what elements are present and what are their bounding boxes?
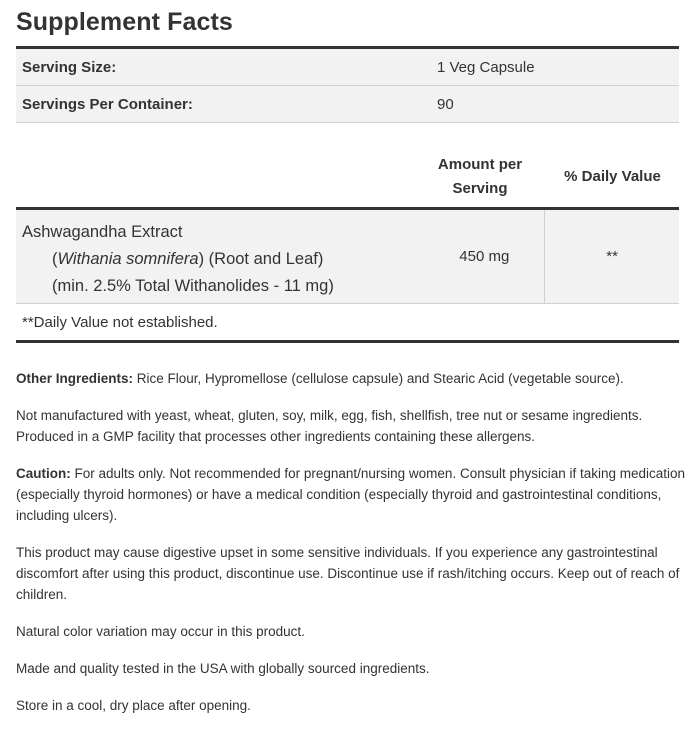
table-bottom-rule (16, 340, 679, 343)
storage-note: Store in a cool, dry place after opening. (16, 698, 251, 713)
botanical-open-paren: ( (52, 250, 58, 268)
made-in-usa-note: Made and quality tested in the USA with globally sourced ingredients. (16, 661, 430, 676)
color-variation-note: Natural color variation may occur in this product. (16, 624, 305, 639)
other-ingredients (16, 368, 686, 389)
ingredient-botanical (22, 246, 424, 273)
supplement-facts-table (16, 46, 679, 343)
botanical-plant-part: ) (Root and Leaf) (198, 250, 324, 268)
ingredient-name-cell (16, 210, 424, 303)
column-header-row (16, 123, 679, 207)
other-ingredients-text: Rice Flour, Hypromellose (cellulose capsule) and Stearic Acid (vegetable source). (133, 371, 624, 386)
caution-label: Caution: (16, 466, 71, 481)
daily-value-header: % Daily Value (564, 168, 661, 185)
serving-size-value: 1 Veg Capsule (437, 58, 535, 76)
daily-value-footnote: **Daily Value not established. (22, 313, 218, 331)
amount-header-line1: Amount per (437, 156, 523, 173)
caution-statement (16, 463, 686, 526)
servings-per-container-row (16, 86, 679, 123)
ingredient-standardization: (min. 2.5% Total Withanolides - 11 mg) (52, 277, 334, 295)
page-title: Supplement Facts (16, 8, 233, 36)
serving-size-row (16, 49, 679, 86)
allergen-line1: Not manufactured with yeast, wheat, gluten, soy, milk, egg, fish, shellfish, tree nut or sesame ingredients. (16, 408, 643, 423)
allergen-line2: Produced in a GMP facility that processes other ingredients containing these allergens. (16, 429, 536, 444)
servings-per-container-value: 90 (437, 95, 454, 113)
product-notes (16, 368, 686, 732)
other-ingredients-label: Other Ingredients: (16, 371, 134, 386)
ingredient-amount: 450 mg (459, 248, 510, 265)
ingredient-daily-value: ** (544, 210, 679, 303)
serving-size-label: Serving Size: (22, 58, 117, 76)
digestive-warning: This product may cause digestive upset in some sensitive individuals. If you experience any gastrointestinal discomfort after using this product, discontinue use. Discontinue use if rash/itching occurs. Keep out of reach of children. (16, 545, 680, 602)
ingredient-row (16, 210, 679, 304)
servings-per-container-label: Servings Per Container: (22, 95, 193, 113)
amount-per-serving-header (425, 153, 535, 201)
allergen-statement (16, 405, 686, 447)
ingredient-name: Ashwagandha Extract (22, 223, 183, 241)
caution-text: For adults only. Not recommended for pregnant/nursing women. Consult physician if taking medication (especially thyroid hormones) or have a medical condition (especially thyroid and gastrointestinal conditions, including ulcers). (16, 466, 686, 523)
amount-header-line2: Serving (452, 180, 508, 197)
botanical-latin-name: Withania somnifera (57, 250, 199, 268)
